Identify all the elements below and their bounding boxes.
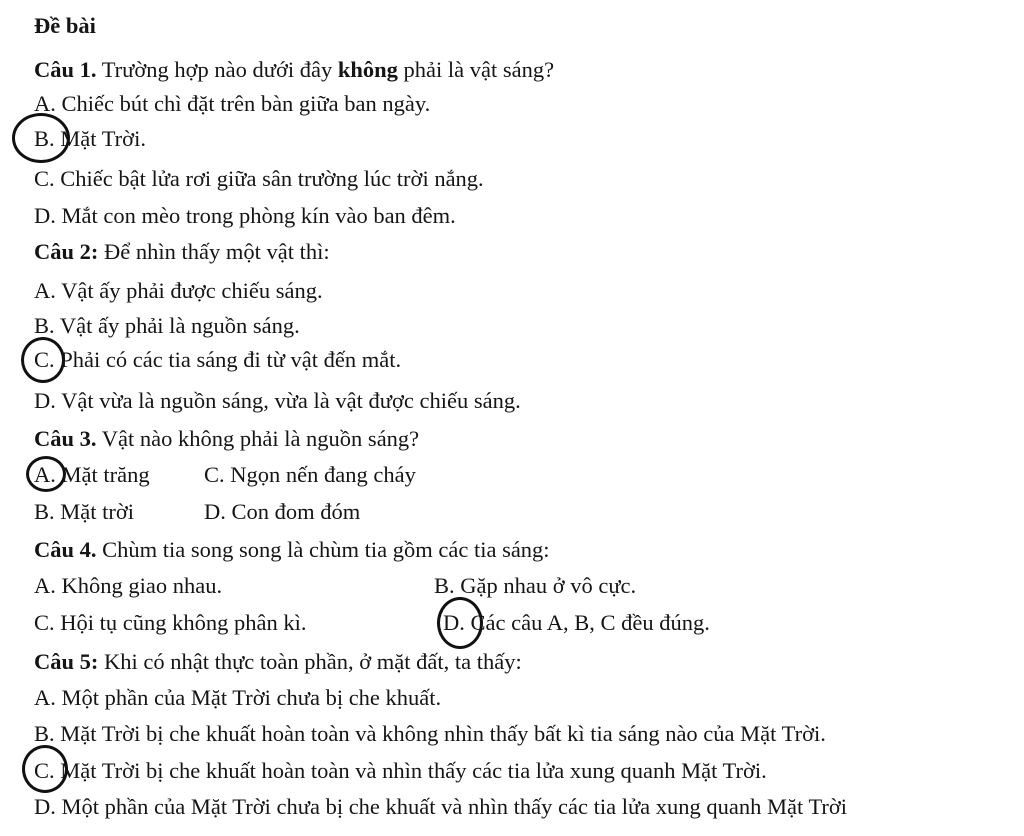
question-4-option-c: C. Hội tụ cũng không phân kì.	[34, 610, 307, 635]
question-1-text-after: phải là vật sáng?	[397, 57, 555, 82]
question-3-option-b: B. Mặt trời	[34, 499, 135, 524]
question-2-label: Câu 2:	[34, 239, 99, 264]
question-4-text: Chùm tia song song là chùm tia gồm các tia sáng:	[96, 537, 550, 562]
question-4	[34, 536, 550, 564]
question-4-label: Câu 4.	[34, 537, 97, 562]
question-3-label: Câu 3.	[34, 426, 97, 451]
question-4-option-d: D. Các câu A, B, C đều đúng.	[443, 610, 710, 635]
question-3-text: Vật nào không phải là nguồn sáng?	[96, 426, 420, 451]
question-5-label: Câu 5:	[34, 649, 99, 674]
question-5-option-a: A. Một phần của Mặt Trời chưa bị che khuất.	[34, 685, 442, 710]
question-2	[34, 238, 330, 266]
question-1-option-d: D. Mắt con mèo trong phòng kín vào ban đêm.	[34, 203, 456, 228]
question-4-option-a: A. Không giao nhau.	[34, 573, 223, 598]
question-2-option-b: B. Vật ấy phải là nguồn sáng.	[34, 313, 300, 338]
question-1-label: Câu 1.	[34, 57, 97, 82]
question-1-text-bold: không	[337, 57, 398, 82]
question-1-option-b: B. Mặt Trời.	[34, 126, 146, 151]
page-title: Đề bài	[34, 13, 96, 38]
question-3-option-d: D. Con đom đóm	[204, 499, 361, 524]
question-1-option-a: A. Chiếc bút chì đặt trên bàn giữa ban ngày.	[34, 91, 431, 116]
question-2-option-d: D. Vật vừa là nguồn sáng, vừa là vật được chiếu sáng.	[34, 388, 521, 413]
question-4-option-b: B. Gặp nhau ở vô cực.	[434, 573, 637, 598]
question-1-option-c: C. Chiếc bật lửa rơi giữa sân trường lúc trời nắng.	[34, 166, 484, 191]
question-3-option-c: C. Ngọn nến đang cháy	[204, 462, 416, 487]
question-5-option-d: D. Một phần của Mặt Trời chưa bị che khuất và nhìn thấy các tia lửa xung quanh Mặt Trời	[34, 794, 848, 819]
question-3	[34, 425, 419, 453]
question-5	[34, 648, 522, 676]
question-1-text-before: Trường hợp nào dưới đây	[96, 57, 338, 82]
question-5-option-b: B. Mặt Trời bị che khuất hoàn toàn và không nhìn thấy bất kì tia sáng nào của Mặt Trời.	[34, 721, 826, 746]
question-2-text: Để nhìn thấy một vật thì:	[98, 239, 330, 264]
question-2-option-a: A. Vật ấy phải được chiếu sáng.	[34, 278, 323, 303]
question-5-text: Khi có nhật thực toàn phần, ở mặt đất, ta thấy:	[98, 649, 522, 674]
question-1	[34, 56, 554, 84]
question-5-option-c: C. Mặt Trời bị che khuất hoàn toàn và nhìn thấy các tia lửa xung quanh Mặt Trời.	[34, 758, 767, 783]
question-2-option-c: C. Phải có các tia sáng đi từ vật đến mắt.	[34, 347, 402, 372]
question-3-option-a: A. Mặt trăng	[34, 462, 150, 487]
